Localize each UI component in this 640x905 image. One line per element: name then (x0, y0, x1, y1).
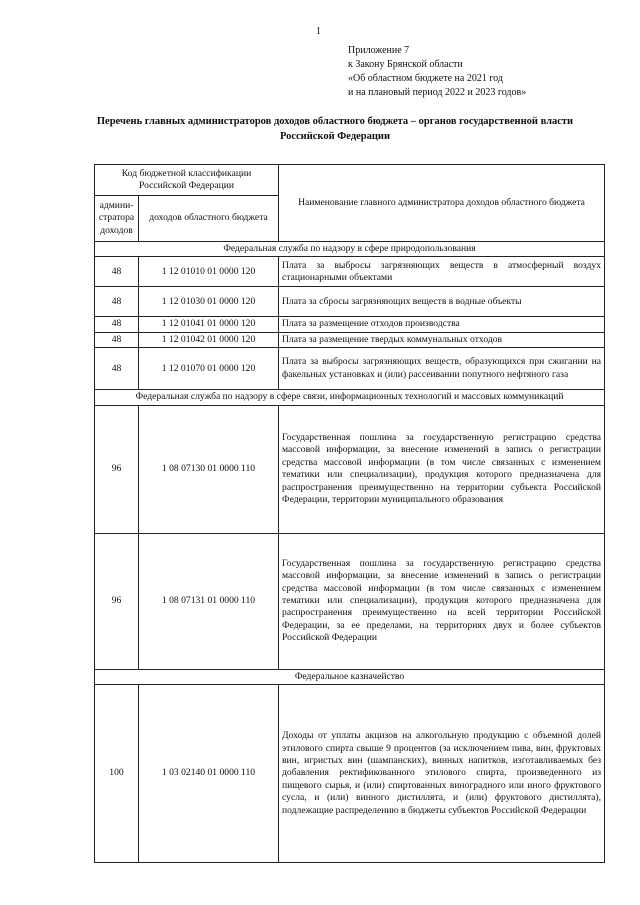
admin-code-cell: 96 (95, 405, 139, 533)
administrators-table (94, 164, 605, 863)
admin-code-cell: 48 (95, 332, 139, 347)
income-code-cell: 1 12 01041 01 0000 120 (139, 317, 279, 332)
header-code-group: Код бюджетной классификации Российской Федерации (95, 165, 279, 196)
admin-name-cell: Государственная пошлина за государственную регистрацию средства массовой информации, за внесение изменений в запись о регистрации средства массовой информации (в том числе связанных с изменением тематики или специализации), продукция которого предназначена для распространения преимущественно на всей территории Российской Федерации, за ее пределами, на территориях двух и более субъектов Российской Федерации (279, 533, 605, 669)
income-code-cell: 1 03 02140 01 0000 110 (139, 685, 279, 863)
admin-code-cell: 48 (95, 287, 139, 317)
income-code-cell: 1 12 01042 01 0000 120 (139, 332, 279, 347)
section-title: Федеральная служба по надзору в сфере природопользования (95, 242, 605, 257)
table-row (95, 405, 605, 533)
income-code-cell: 1 12 01010 01 0000 120 (139, 257, 279, 287)
admin-code-cell: 48 (95, 317, 139, 332)
admin-name-cell: Плата за выбросы загрязняющих веществ, образующихся при сжигании на факельных установках и (или) рассеивании попутного нефтяного газа (279, 348, 605, 390)
admin-code-cell: 100 (95, 685, 139, 863)
section-title: Федеральная служба по надзору в сфере связи, информационных технологий и массовых коммуникаций (95, 390, 605, 405)
header-income-column: доходов областного бюджета (139, 196, 279, 242)
admin-name-cell: Плата за размещение твердых коммунальных отходов (279, 332, 605, 347)
income-code-cell: 1 12 01030 01 0000 120 (139, 287, 279, 317)
section-title: Федеральное казначейство (95, 669, 605, 684)
income-code-cell: 1 08 07130 01 0000 110 (139, 405, 279, 533)
income-code-cell: 1 12 01070 01 0000 120 (139, 348, 279, 390)
admin-code-cell: 96 (95, 533, 139, 669)
page-number: 1 (316, 26, 321, 37)
admin-name-cell: Плата за размещение отходов производства (279, 317, 605, 332)
income-code-cell: 1 08 07131 01 0000 110 (139, 533, 279, 669)
appendix-note (348, 44, 526, 100)
table-row (95, 287, 605, 317)
admin-name-cell: Плата за сбросы загрязняющих веществ в водные объекты (279, 287, 605, 317)
admin-code-cell: 48 (95, 348, 139, 390)
admin-name-cell: Доходы от уплаты акцизов на алкогольную продукцию с объемной долей этилового спирта свыше 9 процентов (за исключением пива, вин, фруктовых вин, игристых вин (шампанских), винных напитков, изготавливаемых без добавления ректификованного этилового спирта, произведенного из пищевого сырья, и (или) спиртованных виноградного или иного фруктового сусла, и (или) винного дистиллята, и (или) фруктового дистиллята), подлежащие распределению в бюджеты субъектов Российской Федерации (279, 685, 605, 863)
table-row (95, 348, 605, 390)
table-row (95, 332, 605, 347)
table-row (95, 533, 605, 669)
admin-name-cell: Государственная пошлина за государственную регистрацию средства массовой информации, за внесение изменений в запись о регистрации средства массовой информации (в том числе связанных с изменением тематики или специализации), продукция которого предназначена для распространения преимущественно на территории субъекта Российской Федерации, территории муниципального образования (279, 405, 605, 533)
appendix-line-1: Приложение 7 (348, 45, 410, 56)
admin-name-cell: Плата за выбросы загрязняющих веществ в атмосферный воздух стационарными объектами (279, 257, 605, 287)
table-row (95, 685, 605, 863)
appendix-line-3: «Об областном бюджете на 2021 год (348, 73, 503, 84)
table-row (95, 257, 605, 287)
header-admin-column: админи-стратора доходов (95, 196, 139, 242)
table-row (95, 317, 605, 332)
appendix-line-2: к Закону Брянской области (348, 59, 463, 70)
admin-code-cell: 48 (95, 257, 139, 287)
document-title: Перечень главных администраторов доходов областного бюджета – органов государственной власти Российской Федерации (96, 116, 574, 142)
header-name-column: Наименование главного администратора доходов областного бюджета (279, 165, 605, 242)
appendix-line-4: и на плановый период 2022 и 2023 годов» (348, 87, 527, 98)
